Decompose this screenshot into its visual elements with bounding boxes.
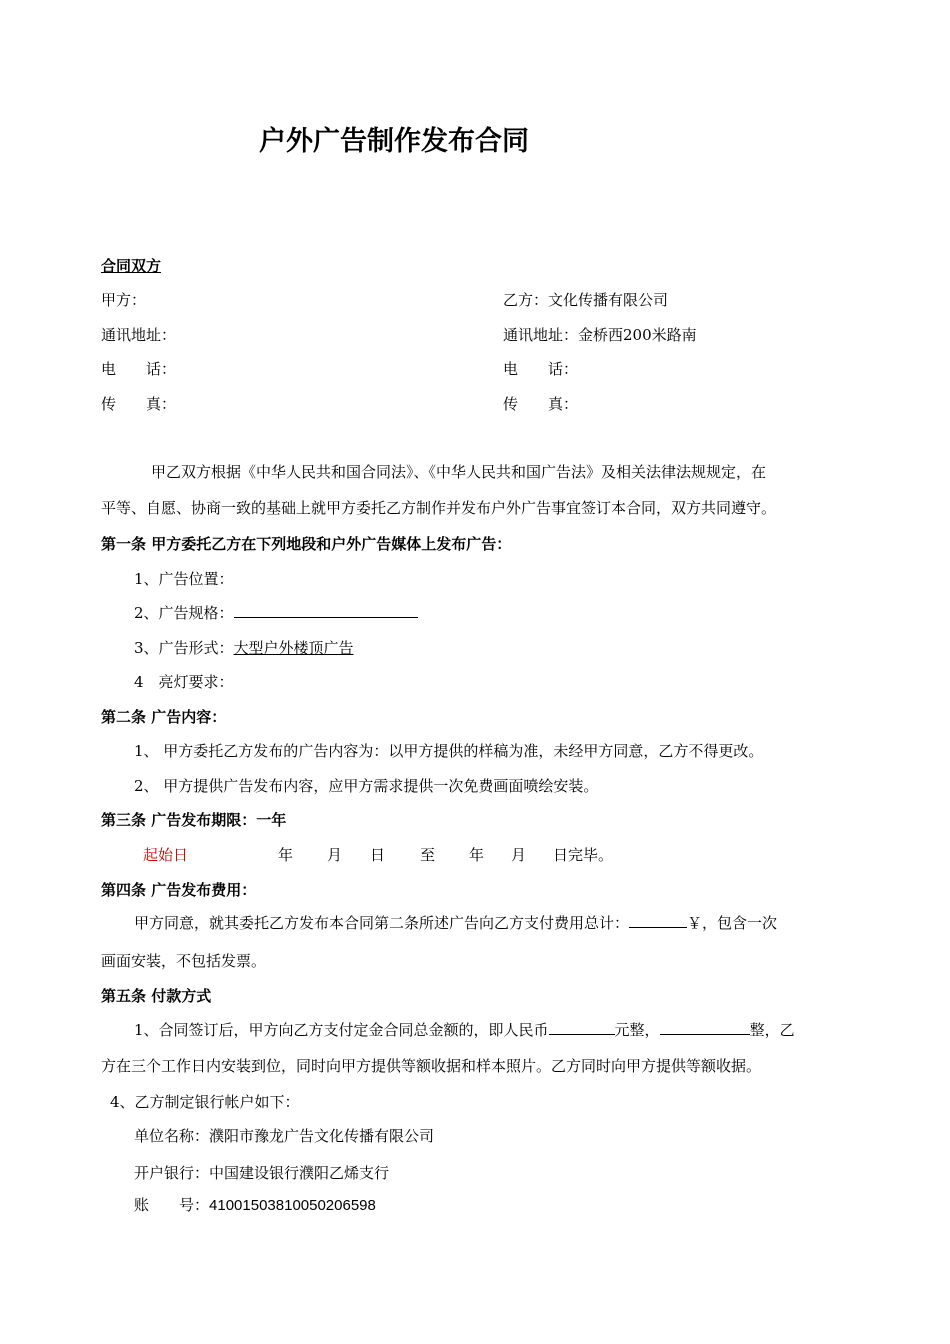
start-month: 月 bbox=[327, 846, 343, 864]
parties-heading: 合同双方 bbox=[101, 257, 162, 275]
fee-blank bbox=[629, 913, 687, 928]
article-3-heading: 第三条 广告发布期限：一年 bbox=[101, 811, 287, 829]
party-a-name: 甲方： bbox=[101, 291, 147, 309]
end-day: 日完毕。 bbox=[553, 846, 614, 864]
article-5-line-2: 方在三个工作日内安装到位，同时向甲方提供等额收据和样本照片。乙方同时向甲方提供等额收据。 bbox=[101, 1057, 762, 1075]
start-date-label: 起始日 bbox=[143, 846, 189, 864]
end-month: 月 bbox=[511, 846, 527, 864]
ad-form-value: 大型户外楼顶广告 bbox=[233, 639, 354, 657]
ad-form-label: 3、广告形式： bbox=[134, 639, 234, 657]
intro-line-1: 甲乙双方根据《中华人民共和国合同法》、《中华人民共和国广告法》及相关法律法规规定，在 bbox=[151, 463, 767, 481]
account-number: 41001503810050206598 bbox=[209, 1197, 376, 1214]
account-label: 账 号： bbox=[134, 1196, 210, 1214]
bank-account bbox=[134, 1195, 376, 1216]
deposit-yuan: 元整， bbox=[614, 1021, 660, 1039]
article-1-heading: 第一条 甲方委托乙方在下列地段和户外广告媒体上发布广告： bbox=[101, 535, 512, 553]
start-day: 日 bbox=[370, 846, 386, 864]
intro-line-2: 平等、自愿、协商一致的基础上就甲方委托乙方制作并发布户外广告事宜签订本合同，双方共同遵守。 bbox=[101, 499, 777, 517]
ad-spec-label: 2、广告规格： bbox=[134, 604, 234, 622]
to-word: 至 bbox=[420, 846, 436, 864]
article-4-line-2: 画面安装，不包括发票。 bbox=[101, 952, 267, 970]
deposit-tail: 整，乙 bbox=[749, 1021, 795, 1039]
deposit-blank-2 bbox=[660, 1020, 750, 1035]
end-year: 年 bbox=[469, 846, 485, 864]
ad-spec-blank bbox=[234, 603, 418, 618]
deposit-blank-1 bbox=[549, 1020, 615, 1035]
party-b-address: 通讯地址：金桥西200米路南 bbox=[503, 326, 697, 344]
bank-unit-name: 单位名称：濮阳市豫龙广告文化传播有限公司 bbox=[134, 1127, 435, 1145]
fee-text: 甲方同意，就其委托乙方发布本合同第二条所述广告向乙方支付费用总计： bbox=[134, 914, 630, 932]
article-4-heading: 第四条 广告发布费用： bbox=[101, 881, 257, 899]
party-b-phone: 电 话： bbox=[503, 360, 579, 378]
article-5-heading: 第五条 付款方式 bbox=[101, 987, 212, 1005]
deposit-text: 1、合同签订后，甲方向乙方支付定金合同总金额的，即人民币 bbox=[134, 1021, 549, 1039]
article-1-item-4: 4 亮灯要求： bbox=[134, 673, 234, 691]
bank-name: 开户银行：中国建设银行濮阳乙烯支行 bbox=[134, 1164, 390, 1182]
article-4-line-1 bbox=[134, 913, 777, 933]
party-a-phone: 电 话： bbox=[101, 360, 177, 378]
article-1-item-2 bbox=[134, 603, 418, 623]
article-2-item-2: 2、 甲方提供广告发布内容，应甲方需求提供一次免费画面喷绘安装。 bbox=[134, 777, 599, 795]
article-2-item-1: 1、 甲方委托乙方发布的广告内容为：以甲方提供的样稿为准，未经甲方同意，乙方不得更改。 bbox=[134, 742, 764, 760]
fee-text-tail: ￥，包含一次 bbox=[687, 914, 778, 932]
article-1-item-3 bbox=[134, 638, 354, 658]
bank-account-intro: 4、乙方制定银行帐户如下： bbox=[110, 1093, 300, 1111]
article-5-line-1 bbox=[134, 1020, 795, 1040]
article-1-item-1: 1、广告位置： bbox=[134, 570, 234, 588]
start-year: 年 bbox=[278, 846, 294, 864]
article-2-heading: 第二条 广告内容： bbox=[101, 708, 227, 726]
party-b-fax: 传 真： bbox=[503, 395, 579, 413]
page-title: 户外广告制作发布合同 bbox=[259, 126, 529, 157]
party-b-name: 乙方：文化传播有限公司 bbox=[503, 291, 669, 309]
party-a-fax: 传 真： bbox=[101, 395, 177, 413]
party-a-address: 通讯地址： bbox=[101, 326, 177, 344]
